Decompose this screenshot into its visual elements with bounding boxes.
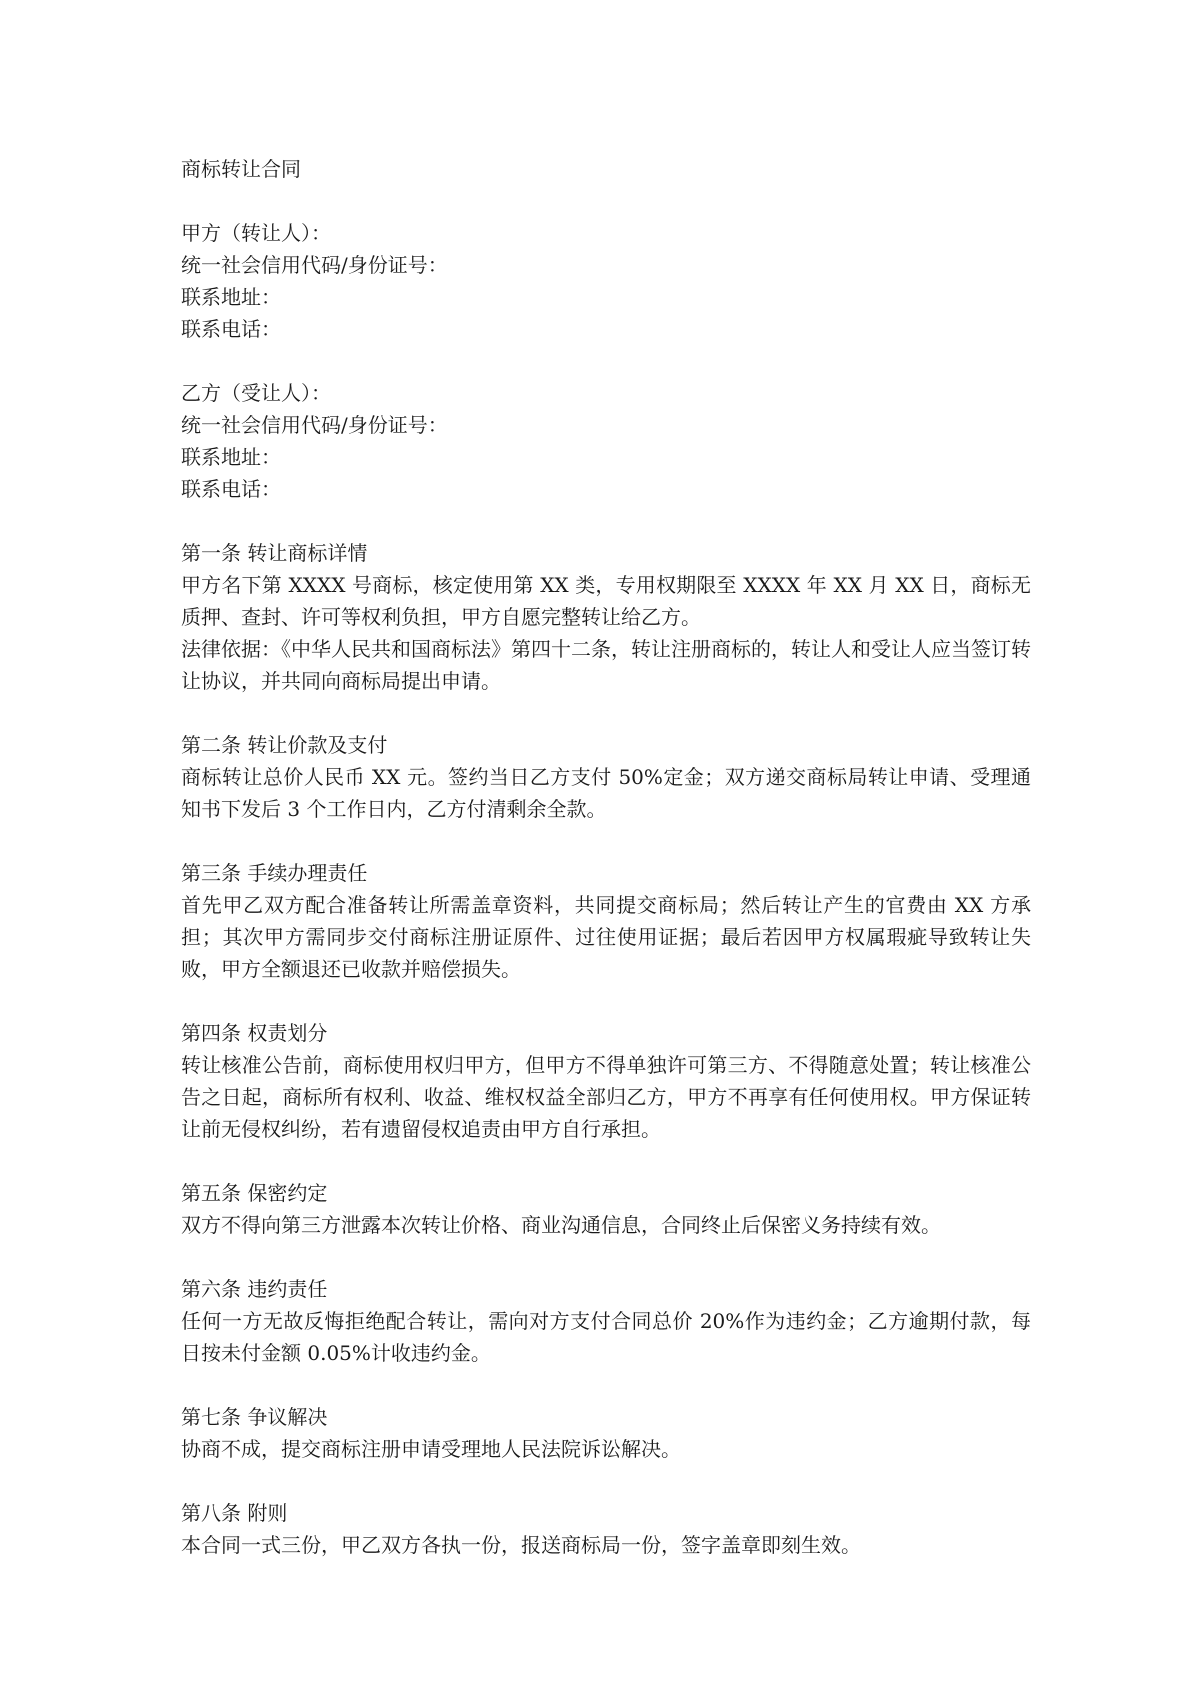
spacer [181,185,1031,217]
article-7 [181,1401,1031,1465]
spacer [181,1241,1031,1273]
spacer [181,505,1031,537]
article-heading: 第三条 手续办理责任 [181,861,368,885]
party-a-address-label: 联系地址： [181,285,281,309]
contract-page [181,153,1031,1561]
article-5 [181,1177,1031,1241]
party-b-heading: 乙方（受让人）： [181,381,331,405]
article-paragraph: 甲方名下第 XXXX 号商标，核定使用第 XX 类，专用权期限至 XXXX 年 XX 月 XX 日，商标无质押、查封、许可等权利负担，甲方自愿完整转让给乙方。 [181,573,1031,629]
spacer [181,1145,1031,1177]
article-heading: 第七条 争议解决 [181,1405,328,1429]
article-1 [181,537,1031,697]
spacer [181,1465,1031,1497]
article-paragraph: 协商不成，提交商标注册申请受理地人民法院诉讼解决。 [181,1437,681,1461]
party-a-heading: 甲方（转让人）： [181,221,331,245]
article-8 [181,1497,1031,1561]
article-6 [181,1273,1031,1369]
spacer [181,825,1031,857]
party-a-credit-code-label: 统一社会信用代码/身份证号： [181,253,448,277]
article-paragraph: 商标转让总价人民币 XX 元。签约当日乙方支付 50%定金；双方递交商标局转让申请、受理通知书下发后 3 个工作日内，乙方付清剩余全款。 [181,765,1031,821]
article-paragraph: 法律依据：《中华人民共和国商标法》第四十二条，转让注册商标的，转让人和受让人应当签订转让协议，并共同向商标局提出申请。 [181,637,1031,693]
article-paragraph: 双方不得向第三方泄露本次转让价格、商业沟通信息，合同终止后保密义务持续有效。 [181,1213,941,1237]
article-heading: 第四条 权责划分 [181,1021,328,1045]
article-2 [181,729,1031,825]
spacer [181,985,1031,1017]
article-heading: 第一条 转让商标详情 [181,541,368,565]
article-heading: 第八条 附则 [181,1501,288,1525]
article-3 [181,857,1031,985]
article-paragraph: 转让核准公告前，商标使用权归甲方，但甲方不得单独许可第三方、不得随意处置；转让核准公告之日起，商标所有权利、收益、维权权益全部归乙方，甲方不再享有任何使用权。甲方保证转让前无侵权纠纷，若有遗留侵权追责由甲方自行承担。 [181,1053,1031,1141]
article-heading: 第二条 转让价款及支付 [181,733,388,757]
article-heading: 第五条 保密约定 [181,1181,328,1205]
article-4 [181,1017,1031,1145]
party-a-phone-label: 联系电话： [181,317,281,341]
party-b-block [181,377,1031,505]
spacer [181,697,1031,729]
article-paragraph: 本合同一式三份，甲乙双方各执一份，报送商标局一份，签字盖章即刻生效。 [181,1533,861,1557]
spacer [181,345,1031,377]
party-b-phone-label: 联系电话： [181,477,281,501]
article-paragraph: 任何一方无故反悔拒绝配合转让，需向对方支付合同总价 20%作为违约金；乙方逾期付款，每日按未付金额 0.05%计收违约金。 [181,1309,1031,1365]
document-title: 商标转让合同 [181,157,301,181]
party-b-address-label: 联系地址： [181,445,281,469]
article-heading: 第六条 违约责任 [181,1277,328,1301]
spacer [181,1369,1031,1401]
party-b-credit-code-label: 统一社会信用代码/身份证号： [181,413,448,437]
party-a-block [181,217,1031,345]
article-paragraph: 首先甲乙双方配合准备转让所需盖章资料，共同提交商标局；然后转让产生的官费由 XX 方承担；其次甲方需同步交付商标注册证原件、过往使用证据；最后若因甲方权属瑕疵导致转让失败，甲方全额退还已收款并赔偿损失。 [181,893,1031,981]
